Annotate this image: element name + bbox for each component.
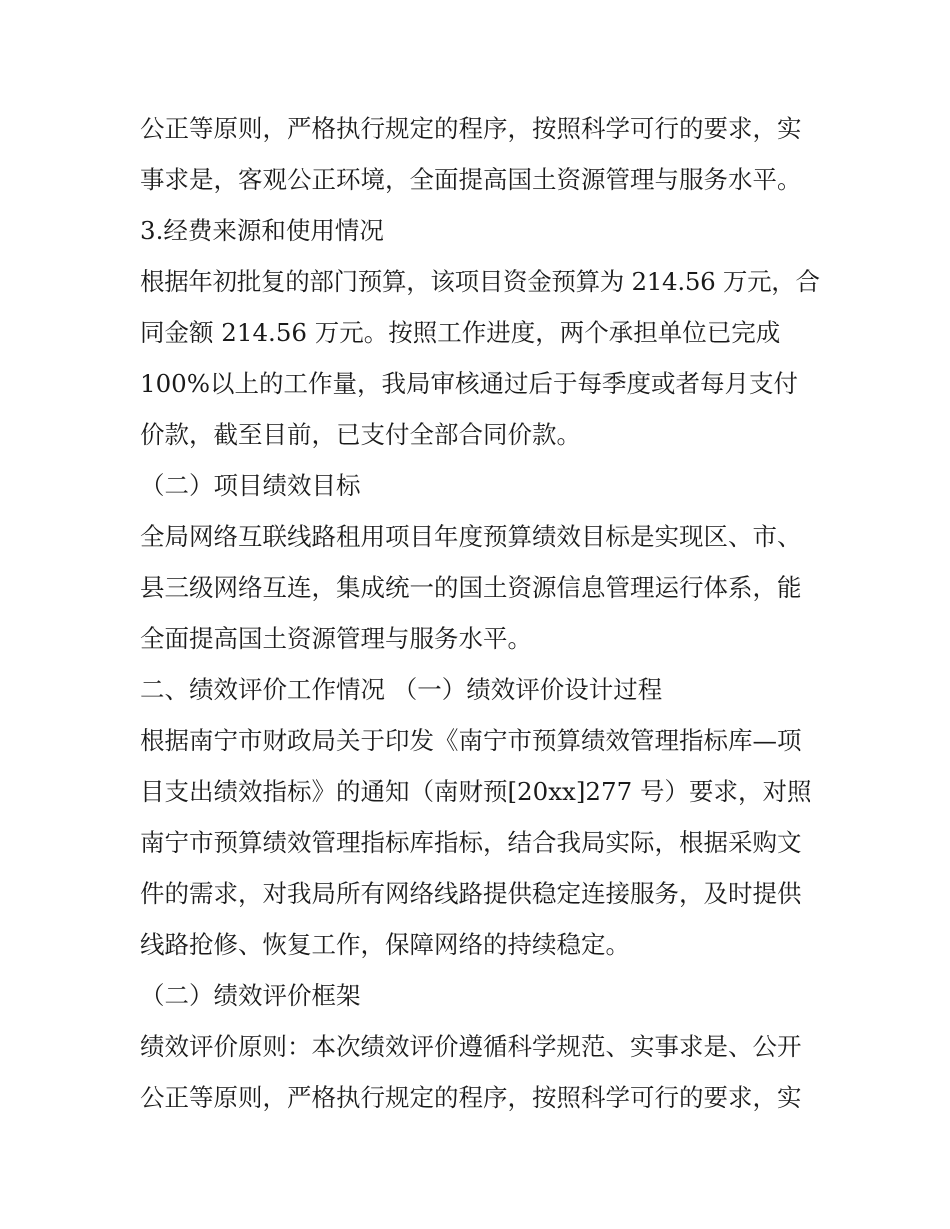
paragraph-line: 根据年初批复的部门预算，该项目资金预算为 214.56 万元，合 xyxy=(140,267,820,296)
paragraph-line: 同金额 214.56 万元。按照工作进度，两个承担单位已完成 xyxy=(140,318,781,347)
paragraph-line: 绩效评价原则：本次绩效评价遵循科学规范、实事求是、公开 xyxy=(140,1032,802,1061)
section-heading: （二）项目绩效目标 xyxy=(140,471,361,500)
paragraph-line: 南宁市预算绩效管理指标库指标，结合我局实际，根据采购文 xyxy=(140,828,802,857)
paragraph-line: 全局网络互联线路租用项目年度预算绩效目标是实现区、市、 xyxy=(140,522,802,551)
section-heading: （二）绩效评价框架 xyxy=(140,981,361,1010)
paragraph-line: 县三级网络互连，集成统一的国土资源信息管理运行体系，能 xyxy=(140,573,802,602)
paragraph-line: 目支出绩效指标》的通知（南财预[20xx]277 号）要求，对照 xyxy=(140,777,812,806)
paragraph-line: 全面提高国土资源管理与服务水平。 xyxy=(140,624,532,653)
paragraph-line: 线路抢修、恢复工作，保障网络的持续稳定。 xyxy=(140,930,630,959)
document-body xyxy=(140,103,820,1123)
paragraph-line: 公正等原则，严格执行规定的程序，按照科学可行的要求，实 xyxy=(140,114,802,143)
paragraph-line: 件的需求，对我局所有网络线路提供稳定连接服务，及时提供 xyxy=(140,879,802,908)
paragraph-line: 100%以上的工作量，我局审核通过后于每季度或者每月支付 xyxy=(140,369,799,398)
paragraph-line: 根据南宁市财政局关于印发《南宁市预算绩效管理指标库—项 xyxy=(140,726,802,755)
section-heading: 3.经费来源和使用情况 xyxy=(140,216,384,245)
section-heading: 二、绩效评价工作情况 （一）绩效评价设计过程 xyxy=(140,675,663,704)
paragraph-line: 公正等原则，严格执行规定的程序，按照科学可行的要求，实 xyxy=(140,1083,802,1112)
paragraph-line: 事求是，客观公正环境，全面提高国土资源管理与服务水平。 xyxy=(140,165,802,194)
paragraph-line: 价款，截至目前，已支付全部合同价款。 xyxy=(140,420,581,449)
